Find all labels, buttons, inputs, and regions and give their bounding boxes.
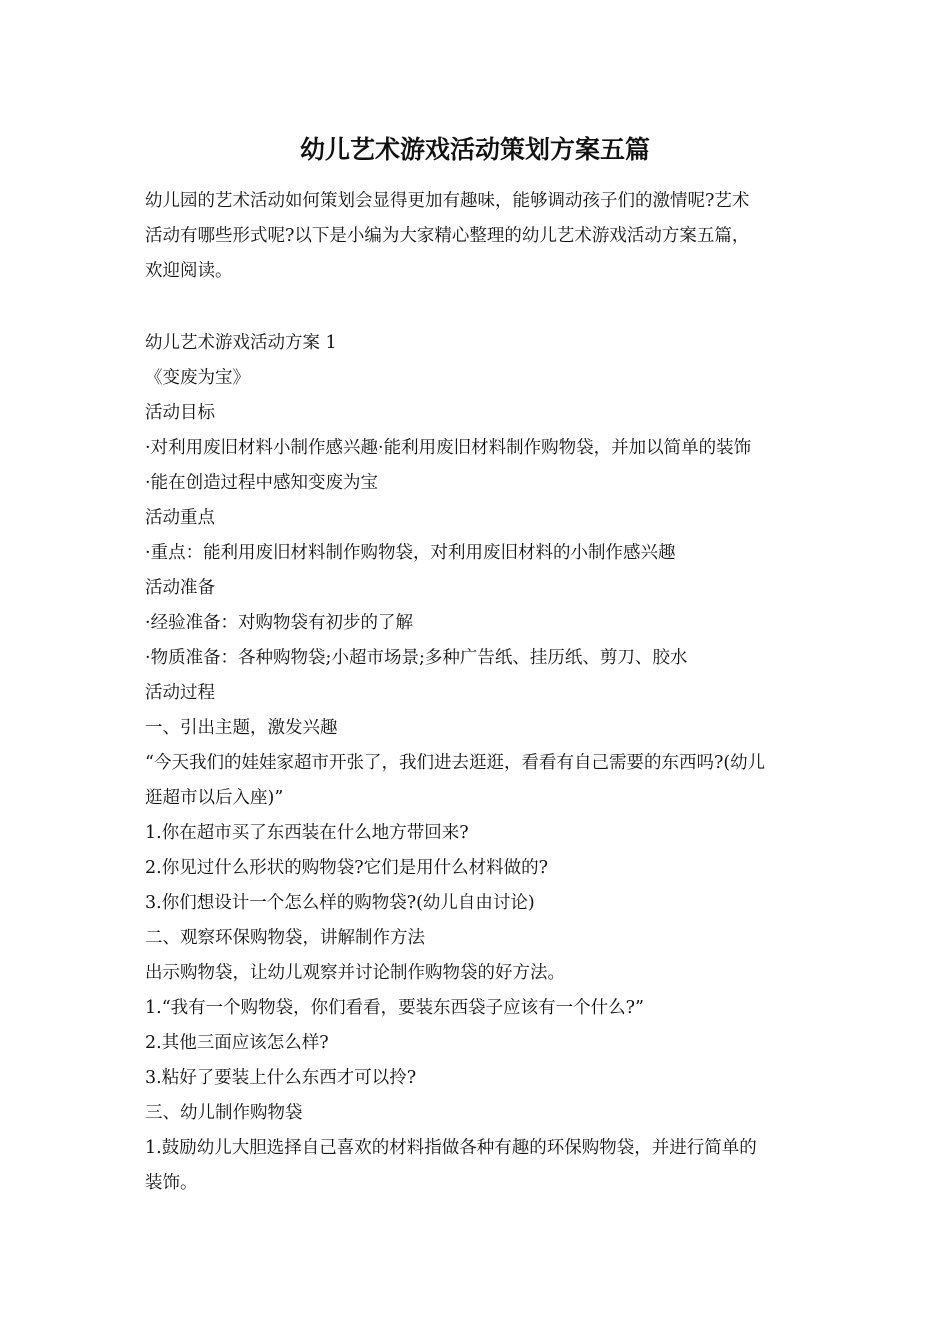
question-item: 3.粘好了要装上什么东西才可以拎? xyxy=(145,1068,417,1088)
process-step-heading: 一、引出主题，激发兴趣 xyxy=(145,718,338,738)
question-item: 2.你见过什么形状的购物袋?它们是用什么材料做的? xyxy=(145,858,548,878)
preparation-item: ·经验准备：对购物袋有初步的了解 xyxy=(145,613,414,633)
question-item: 1.“我有一个购物袋，你们看看，要装东西袋子应该有一个什么?” xyxy=(145,998,644,1018)
intro-paragraph xyxy=(145,184,815,289)
subheading-process: 活动过程 xyxy=(145,683,215,703)
question-item: 1.你在超市买了东西装在什么地方带回来? xyxy=(145,823,469,843)
subheading-focus: 活动重点 xyxy=(145,508,215,528)
preparation-item: ·物质准备：各种购物袋;小超市场景;多种广告纸、挂历纸、剪刀、胶水 xyxy=(145,648,688,668)
document-body xyxy=(145,326,815,1201)
body-text-line: “今天我们的娃娃家超市开张了，我们进去逛逛，看看有自己需要的东西吗?(幼儿 xyxy=(145,753,766,773)
body-text-line: 1.鼓励幼儿大胆选择自己喜欢的材料指做各种有趣的环保购物袋，并进行简单的 xyxy=(145,1138,757,1158)
body-text-line: 逛超市以后入座)” xyxy=(145,788,284,808)
focus-item: ·重点：能利用废旧材料制作购物袋，对利用废旧材料的小制作感兴趣 xyxy=(145,543,676,563)
process-step-heading: 三、幼儿制作购物袋 xyxy=(145,1103,303,1123)
section-heading: 幼儿艺术游戏活动方案 1 xyxy=(145,333,337,353)
intro-line: 幼儿园的艺术活动如何策划会显得更加有趣味，能够调动孩子们的激情呢?艺术 xyxy=(145,191,750,211)
question-item: 2.其他三面应该怎么样? xyxy=(145,1033,329,1053)
document-title: 幼儿艺术游戏活动策划方案五篇 xyxy=(299,135,650,164)
intro-line: 欢迎阅读。 xyxy=(145,261,233,281)
body-text-line: 出示购物袋，让幼儿观察并讨论制作购物袋的好方法。 xyxy=(145,963,565,983)
subheading-goals: 活动目标 xyxy=(145,403,215,423)
process-step-heading: 二、观察环保购物袋，讲解制作方法 xyxy=(145,928,425,948)
intro-line: 活动有哪些形式呢?以下是小编为大家精心整理的幼儿艺术游戏活动方案五篇， xyxy=(145,226,750,246)
goal-item: ·能在创造过程中感知变废为宝 xyxy=(145,473,379,493)
subheading-preparation: 活动准备 xyxy=(145,578,215,598)
question-item: 3.你们想设计一个怎么样的购物袋?(幼儿自由讨论) xyxy=(145,893,535,913)
goal-item: ·对利用废旧材料小制作感兴趣·能利用废旧材料制作购物袋，并加以简单的装饰 xyxy=(145,438,752,458)
activity-name: 《变废为宝》 xyxy=(145,368,250,388)
body-text-line: 装饰。 xyxy=(145,1173,198,1193)
